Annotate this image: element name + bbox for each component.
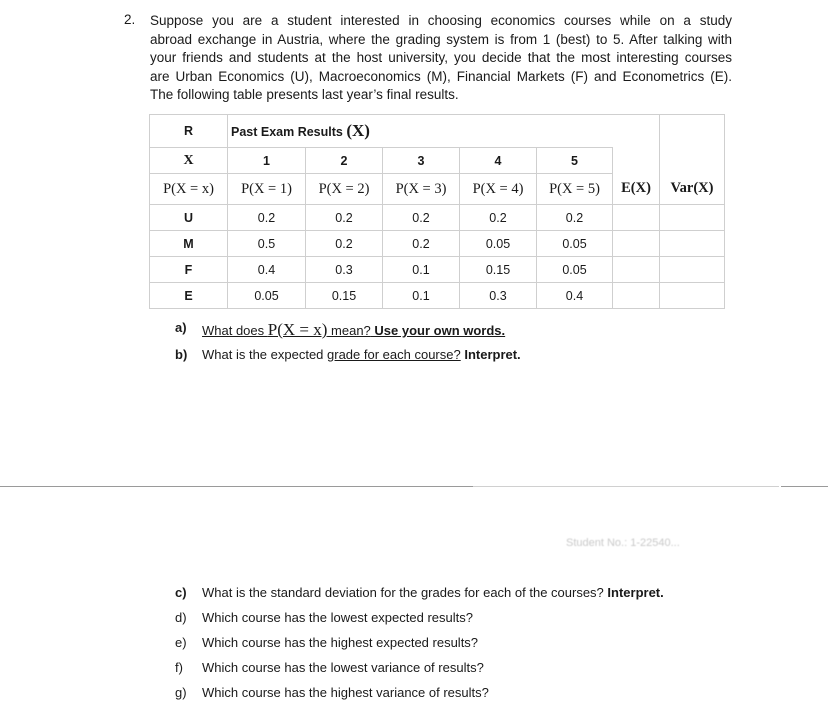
- expected-value-cell: [613, 283, 660, 309]
- question-line: Suppose you are a student interested in choosing economics courses while on a study: [150, 13, 732, 28]
- question-number: 2.: [124, 12, 136, 27]
- course-label: F: [150, 257, 228, 283]
- prob-cell: 0.3: [460, 283, 537, 309]
- prob-header: P(X = 1): [228, 174, 306, 205]
- prob-cell: 0.1: [383, 283, 460, 309]
- question-line: are Urban Economics (U), Macroeconomics (M), Financial Markets (F) and Econometrics (E).: [150, 68, 732, 84]
- expected-value-cell: [613, 231, 660, 257]
- grade-cell: 5: [537, 148, 613, 174]
- grade-cell: 4: [460, 148, 537, 174]
- prob-cell: 0.2: [537, 205, 613, 231]
- variance-cell: [660, 257, 725, 283]
- prob-cell: 0.15: [460, 257, 537, 283]
- table-title: Past Exam Results (X): [228, 115, 613, 148]
- question-line: your friends and students at the host university, you decide that the most interesting courses: [150, 50, 732, 66]
- prob-header: P(X = 5): [537, 174, 613, 205]
- prob-cell: 0.2: [460, 205, 537, 231]
- prob-header: P(X = 2): [306, 174, 383, 205]
- prob-cell: 0.05: [537, 231, 613, 257]
- grade-cell: 2: [306, 148, 383, 174]
- course-label: U: [150, 205, 228, 231]
- prob-cell: 0.15: [306, 283, 383, 309]
- results-table: [149, 114, 725, 309]
- table-corner-label: R: [150, 115, 228, 148]
- expected-value-header: E(X): [613, 174, 660, 205]
- prob-cell: 0.2: [306, 205, 383, 231]
- table-row: [150, 231, 725, 257]
- table-row: [150, 257, 725, 283]
- student-number-stamp: Student No.: 1-22540...: [566, 537, 680, 549]
- variance-cell: [660, 283, 725, 309]
- variance-header: Var(X): [660, 174, 725, 205]
- expected-value-cell: [613, 257, 660, 283]
- prob-cell: 0.05: [460, 231, 537, 257]
- page-divider: [473, 486, 779, 487]
- table-blank-cell: [660, 115, 725, 174]
- table-row: [150, 283, 725, 309]
- variance-cell: [660, 205, 725, 231]
- prob-cell: 0.4: [537, 283, 613, 309]
- prob-cell: 0.2: [383, 231, 460, 257]
- prob-cell: 0.2: [306, 231, 383, 257]
- x-label: X: [150, 148, 228, 174]
- question-text: [150, 12, 732, 105]
- question-line: abroad exchange in Austria, where the grading system is from 1 (best) to 5. After talking with: [150, 31, 732, 47]
- prob-row-label: P(X = x): [150, 174, 228, 205]
- prob-cell: 0.1: [383, 257, 460, 283]
- grade-cell: 3: [383, 148, 460, 174]
- page-divider: [781, 486, 828, 487]
- prob-cell: 0.4: [228, 257, 306, 283]
- prob-cell: 0.2: [383, 205, 460, 231]
- prob-cell: 0.05: [228, 283, 306, 309]
- probability-header-row: [150, 174, 725, 205]
- prob-cell: 0.3: [306, 257, 383, 283]
- table-row: [150, 205, 725, 231]
- prob-header: P(X = 3): [383, 174, 460, 205]
- table-blank-cell: [613, 115, 660, 174]
- variance-cell: [660, 231, 725, 257]
- prob-cell: 0.2: [228, 205, 306, 231]
- page-divider: [0, 486, 473, 487]
- table-title-row: [150, 115, 725, 148]
- grade-cell: 1: [228, 148, 306, 174]
- prob-header: P(X = 4): [460, 174, 537, 205]
- question-line: The following table presents last year’s final results.: [150, 87, 459, 103]
- prob-cell: 0.5: [228, 231, 306, 257]
- course-label: E: [150, 283, 228, 309]
- expected-value-cell: [613, 205, 660, 231]
- course-label: M: [150, 231, 228, 257]
- prob-cell: 0.05: [537, 257, 613, 283]
